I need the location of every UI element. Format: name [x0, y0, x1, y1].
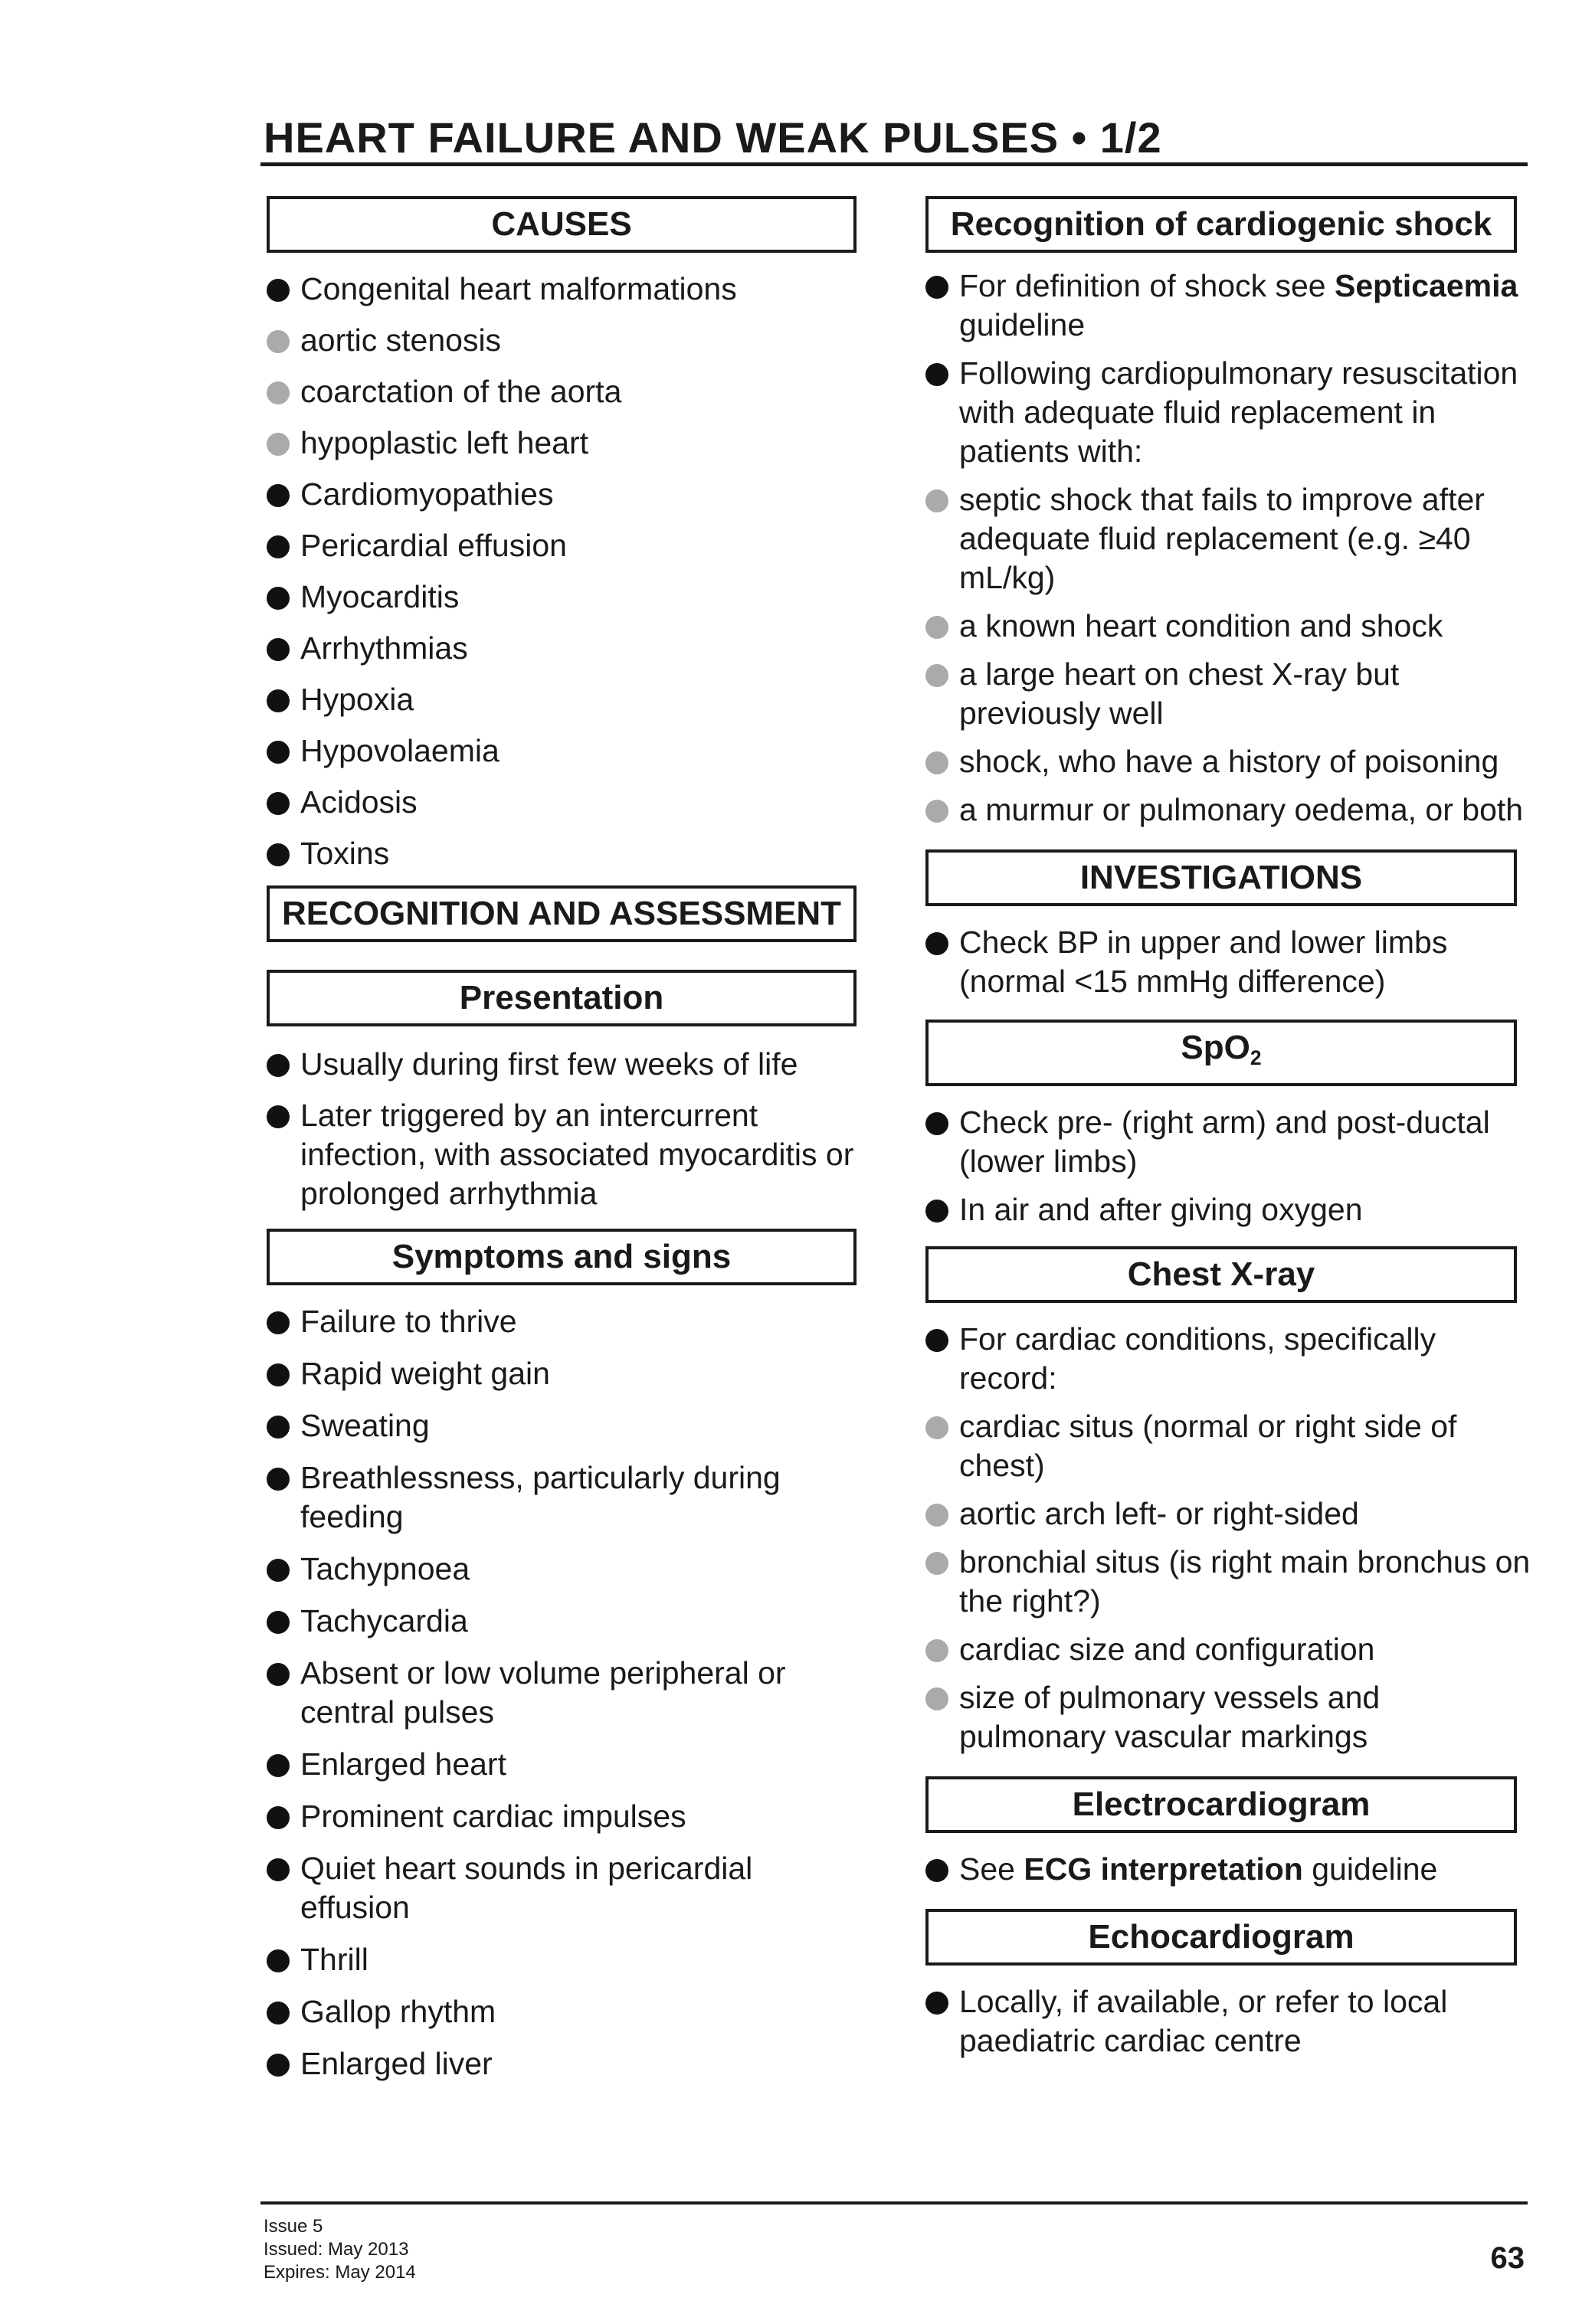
- grey-bullet-icon: [267, 330, 290, 353]
- bullet-icon: [267, 2002, 290, 2024]
- spo2-list: [925, 1103, 1535, 1229]
- bullet-icon: [925, 1329, 948, 1352]
- bullet-icon: [267, 1054, 290, 1077]
- bullet-icon: [267, 587, 290, 610]
- list-item: [925, 742, 1535, 781]
- investigations-list: [925, 923, 1535, 1001]
- list-item-text: Hypovolaemia: [300, 733, 500, 768]
- list-item: [925, 1630, 1535, 1669]
- list-item-text: Enlarged heart: [300, 1746, 506, 1782]
- bullet-icon: [267, 1363, 290, 1386]
- list-item-text: aortic stenosis: [300, 322, 502, 358]
- spo2-heading: SpO$_2$: [925, 1020, 1517, 1086]
- list-item-text: Pericardial effusion: [300, 528, 567, 563]
- presentation-list: [267, 1045, 864, 1213]
- causes-heading: CAUSES: [267, 196, 857, 253]
- ecg-heading: Electrocardiogram: [925, 1776, 1517, 1833]
- list-item-text: hypoplastic left heart: [300, 425, 589, 460]
- grey-bullet-icon: [925, 1552, 948, 1575]
- investigations-heading: INVESTIGATIONS: [925, 849, 1517, 906]
- grey-bullet-icon: [925, 800, 948, 823]
- list-item-text: Check pre- (right arm) and post-ductal (lower limbs): [959, 1105, 1490, 1179]
- bullet-icon: [267, 689, 290, 712]
- title-rule: [260, 162, 1528, 166]
- echocardiogram-list: [925, 1982, 1535, 2061]
- bullet-icon: [267, 1468, 290, 1491]
- list-item-text: Absent or low volume peripheral or central pulses: [300, 1655, 786, 1730]
- issued-date: Issued: May 2013: [264, 2239, 409, 2260]
- list-item-text: Tachypnoea: [300, 1551, 470, 1586]
- list-item-text: Locally, if available, or refer to local paediatric cardiac centre: [959, 1984, 1448, 2058]
- footer-rule: [260, 2201, 1528, 2205]
- bullet-icon: [925, 1112, 948, 1135]
- symptoms-heading: Symptoms and signs: [267, 1229, 857, 1285]
- bullet-icon: [267, 792, 290, 815]
- shock-list: [925, 267, 1535, 345]
- list-item-text: shock, who have a history of poisoning: [959, 744, 1499, 779]
- list-item-text: aortic arch left- or right-sided: [959, 1496, 1359, 1531]
- shock-list-continued: [925, 354, 1535, 830]
- bullet-icon: [267, 535, 290, 558]
- list-item: [267, 629, 864, 668]
- grey-bullet-icon: [925, 1504, 948, 1527]
- list-item-text: Prominent cardiac impulses: [300, 1799, 686, 1834]
- list-item: [267, 1654, 864, 1732]
- list-item: [267, 321, 864, 360]
- cardiogenic-shock-heading: Recognition of cardiogenic shock: [925, 196, 1517, 253]
- bullet-icon: [267, 484, 290, 507]
- list-item: [267, 475, 864, 514]
- list-item-text: In air and after giving oxygen: [959, 1192, 1363, 1227]
- page-number: 63: [1490, 2241, 1525, 2275]
- list-item-text: Rapid weight gain: [300, 1356, 550, 1391]
- list-item: [925, 480, 1535, 597]
- list-item: [925, 1407, 1535, 1485]
- presentation-heading: Presentation: [267, 970, 857, 1026]
- bullet-icon: [267, 1949, 290, 1972]
- list-item: [267, 1940, 864, 1979]
- symptoms-list: [267, 1302, 864, 2083]
- list-item: [925, 1103, 1535, 1181]
- list-item-text: cardiac size and configuration: [959, 1632, 1375, 1667]
- list-item-text: Usually during first few weeks of life: [300, 1046, 798, 1082]
- bullet-icon: [267, 1105, 290, 1128]
- list-item: For definition of shock see Septicaemia guideline: [925, 267, 1535, 345]
- list-item: [267, 1096, 864, 1213]
- grey-bullet-icon: [925, 1687, 948, 1710]
- bullet-icon: [925, 1992, 948, 2015]
- left-column: [267, 196, 864, 2083]
- list-item: [267, 372, 864, 411]
- list-item: See ECG interpretation guideline: [925, 1850, 1535, 1889]
- list-item: [925, 1982, 1535, 2061]
- chest-xray-list: [925, 1320, 1535, 1756]
- grey-bullet-icon: [267, 433, 290, 456]
- grey-bullet-icon: [925, 616, 948, 639]
- list-item-text: Myocarditis: [300, 579, 460, 614]
- causes-list: [267, 270, 864, 873]
- bullet-icon: [925, 1859, 948, 1882]
- list-item-text: Following cardiopulmonary resuscitation with adequate fluid replacement in patients with:: [959, 355, 1518, 469]
- list-item-text: Gallop rhythm: [300, 1994, 496, 2029]
- list-item: [925, 607, 1535, 646]
- list-item-text: Toxins: [300, 836, 390, 871]
- grey-bullet-icon: [925, 489, 948, 512]
- list-item: [925, 1494, 1535, 1534]
- list-item: [925, 1320, 1535, 1398]
- bullet-icon: [267, 2054, 290, 2077]
- footer-meta: [264, 2215, 416, 2284]
- list-item: [267, 1406, 864, 1445]
- list-item: [925, 1543, 1535, 1621]
- page-title: HEART FAILURE AND WEAK PULSES • 1/2: [264, 113, 1162, 162]
- list-item: [267, 783, 864, 822]
- list-item: [267, 834, 864, 873]
- list-item: [267, 1745, 864, 1784]
- list-item-text: Hypoxia: [300, 682, 414, 717]
- recognition-heading: RECOGNITION AND ASSESSMENT: [267, 885, 857, 942]
- list-item: [925, 1190, 1535, 1229]
- list-item: [925, 790, 1535, 830]
- list-item-text: Enlarged liver: [300, 2046, 493, 2081]
- grey-bullet-icon: [267, 381, 290, 404]
- list-item-text: cardiac situs (normal or right side of chest): [959, 1409, 1457, 1483]
- bullet-icon: [925, 1200, 948, 1223]
- bullet-icon: [267, 843, 290, 866]
- septicaemia-link-text: Septicaemia: [1334, 268, 1518, 303]
- list-item-text: Congenital heart malformations: [300, 271, 737, 306]
- list-item: [267, 270, 864, 309]
- list-item-text: Tachycardia: [300, 1603, 468, 1638]
- list-item: [267, 2044, 864, 2083]
- bullet-icon: [267, 741, 290, 764]
- bullet-icon: [925, 363, 948, 386]
- list-item: [267, 732, 864, 771]
- bullet-icon: [267, 1559, 290, 1582]
- list-item: [925, 354, 1535, 471]
- right-column: [925, 196, 1535, 2061]
- list-item-text: size of pulmonary vessels and pulmonary vascular markings: [959, 1680, 1381, 1754]
- list-item: [267, 526, 864, 565]
- grey-bullet-icon: [925, 1639, 948, 1662]
- list-item: [925, 655, 1535, 733]
- list-item-text: septic shock that fails to improve after adequate fluid replacement (e.g. ≥40 mL/kg): [959, 482, 1485, 595]
- list-item: [925, 1678, 1535, 1756]
- list-item: [267, 1602, 864, 1641]
- list-item: [267, 1045, 864, 1084]
- ecg-list: [925, 1850, 1535, 1889]
- list-item-text: Breathlessness, particularly during feeding: [300, 1460, 781, 1534]
- bullet-icon: [267, 1663, 290, 1686]
- echocardiogram-heading: Echocardiogram: [925, 1909, 1517, 1966]
- grey-bullet-icon: [925, 751, 948, 774]
- bullet-icon: [267, 1311, 290, 1334]
- list-item-text: Failure to thrive: [300, 1304, 517, 1339]
- list-item: [267, 1797, 864, 1836]
- list-item-text: bronchial situs (is right main bronchus on the right?): [959, 1544, 1531, 1619]
- list-item-text: For cardiac conditions, specifically record:: [959, 1321, 1436, 1396]
- list-item-text: a known heart condition and shock: [959, 608, 1443, 643]
- bullet-icon: [267, 638, 290, 661]
- list-item: [925, 923, 1535, 1001]
- list-item-text: Quiet heart sounds in pericardial effusion: [300, 1851, 753, 1925]
- expires-date: Expires: May 2014: [264, 2262, 416, 2283]
- list-item: [267, 1458, 864, 1537]
- list-item-text: Thrill: [300, 1942, 369, 1977]
- list-item-text: a murmur or pulmonary oedema, or both: [959, 792, 1524, 827]
- ecg-interpretation-link-text: ECG interpretation: [1024, 1851, 1303, 1887]
- issue-text: Issue 5: [264, 2216, 323, 2237]
- list-item: [267, 424, 864, 463]
- grey-bullet-icon: [925, 1416, 948, 1439]
- list-item-text: a large heart on chest X-ray but previously well: [959, 656, 1400, 731]
- list-item-text: Sweating: [300, 1408, 430, 1443]
- bullet-icon: [925, 932, 948, 955]
- bullet-icon: [267, 1611, 290, 1634]
- grey-bullet-icon: [925, 664, 948, 687]
- list-item: [267, 1992, 864, 2031]
- bullet-icon: [267, 1806, 290, 1829]
- list-item: [267, 578, 864, 617]
- list-item: [267, 1849, 864, 1927]
- list-item-text: Check BP in upper and lower limbs (normal <15 mmHg difference): [959, 925, 1448, 999]
- list-item-text: coarctation of the aorta: [300, 374, 622, 409]
- bullet-icon: [267, 1754, 290, 1777]
- list-item: [267, 1550, 864, 1589]
- list-item: [267, 1354, 864, 1393]
- bullet-icon: [267, 1416, 290, 1439]
- list-item-text: Acidosis: [300, 784, 418, 820]
- list-item-text: Later triggered by an intercurrent infection, with associated myocarditis or prolonged arrhythmia: [300, 1098, 854, 1211]
- bullet-icon: [925, 276, 948, 299]
- list-item: [267, 680, 864, 719]
- chest-xray-heading: Chest X-ray: [925, 1246, 1517, 1303]
- list-item: [267, 1302, 864, 1341]
- bullet-icon: [267, 279, 290, 302]
- list-item-text: Arrhythmias: [300, 630, 468, 666]
- bullet-icon: [267, 1858, 290, 1881]
- list-item-text: Cardiomyopathies: [300, 476, 554, 512]
